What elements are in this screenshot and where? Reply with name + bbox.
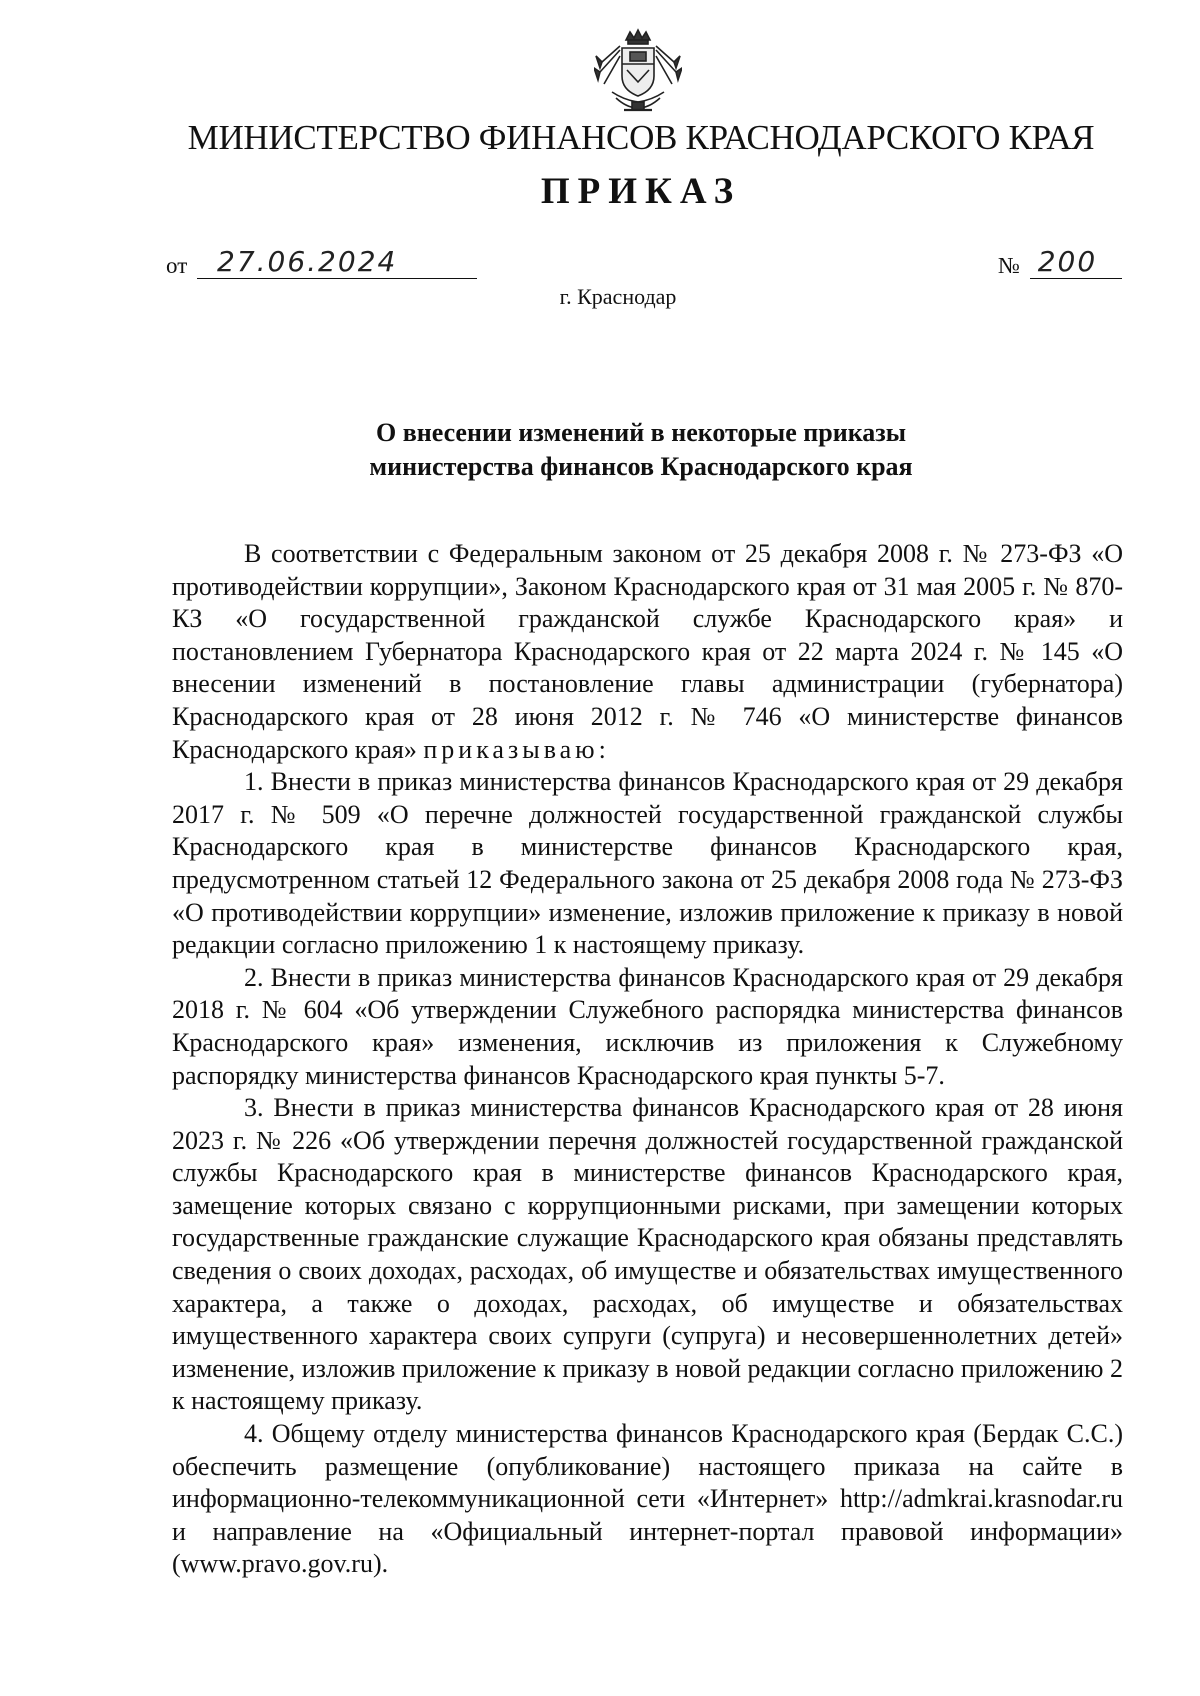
- order-body: [172, 538, 1123, 1581]
- preamble-text: В соответствии с Федеральным законом от 25 декабря 2008 г. № 273-ФЗ «О противодействии коррупции», Законом Краснодарского края от 31 мая 2005 г. № 870-КЗ «О государственной гражданской службе Краснодарского края» и постановлением Губернатора Краснодарского края от 22 марта 2024 г. № 145 «О внесении изменений в постановление главы администрации (губернатора) Краснодарского края от 28 июня 2012 г. № 746 «О министерстве финансов Краснодарского края»: [172, 539, 1123, 764]
- order-item-3: 3. Внести в приказ министерства финансов Краснодарского края от 28 июня 2023 г. № 226 «Об утверждении перечня должностей государственной гражданской службы Краснодарского края в министерстве финансов Краснодарского края, замещение которых связано с коррупционными рисками, при замещении которых государственные гражданские служащие Краснодарского края обязаны представлять сведения о своих доходах, расходах, об имуществе и обязательствах имущественного характера, а также о доходах, расходах, об имуществе и обязательствах имущественного характера своих супруги (супруга) и несовершеннолетних детей» изменение, изложив приложение к приказу в новой редакции согласно приложению 2 к настоящему приказу.: [172, 1093, 1123, 1416]
- date-label: от: [166, 253, 188, 278]
- subject-line-2: министерства финансов Краснодарского края: [369, 452, 913, 481]
- handwritten-date: 27.06.2024: [217, 245, 398, 278]
- subject-line-1: О внесении изменений в некоторые приказы: [375, 418, 907, 447]
- order-number-field: [998, 244, 1122, 279]
- order-date-field: [166, 244, 477, 279]
- date-underline: [197, 244, 477, 279]
- city-name: г. Краснодар: [559, 284, 677, 309]
- document-type-title: ПРИКАЗ: [540, 171, 742, 212]
- number-underline: [1030, 244, 1122, 279]
- order-item-4: 4. Общему отделу министерства финансов Краснодарского края (Бердак С.С.) обеспечить размещение (опубликование) настоящего приказа на сайте в информационно-телекоммуникационной сети «Интернет» http://admkrai.krasnodar.ru и направление на «Официальный интернет-портал правовой информации» (www.pravo.gov.ru).: [172, 1419, 1123, 1579]
- krasnodar-coat-of-arms-icon: [594, 26, 682, 116]
- order-item-2: 2. Внести в приказ министерства финансов Краснодарского края от 29 декабря 2018 г. № 604 «Об утверждении Служебного распорядка министерства финансов Краснодарского края» изменения, исключив из приложения к Служебному распорядку министерства финансов Краснодарского края пункты 5-7.: [172, 962, 1123, 1090]
- ministry-name: МИНИСТЕРСТВО ФИНАНСОВ КРАСНОДАРСКОГО КРАЯ: [187, 118, 1095, 157]
- preamble-order-word: приказываю:: [423, 734, 610, 764]
- number-label: №: [998, 253, 1020, 278]
- order-item-1: 1. Внести в приказ министерства финансов Краснодарского края от 29 декабря 2017 г. № 509 «О перечне должностей государственной гражданской службы Краснодарского края в министерстве финансов Краснодарского края, предусмотренном статьей 12 Федерального закона от 25 декабря 2008 года № 273-ФЗ «О противодействии коррупции» изменение, изложив приложение к приказу в новой редакции согласно приложению 1 к настоящему приказу.: [172, 767, 1123, 960]
- order-subject: [160, 416, 1122, 484]
- preamble-paragraph: [172, 538, 1123, 766]
- handwritten-number: 200: [1037, 245, 1098, 278]
